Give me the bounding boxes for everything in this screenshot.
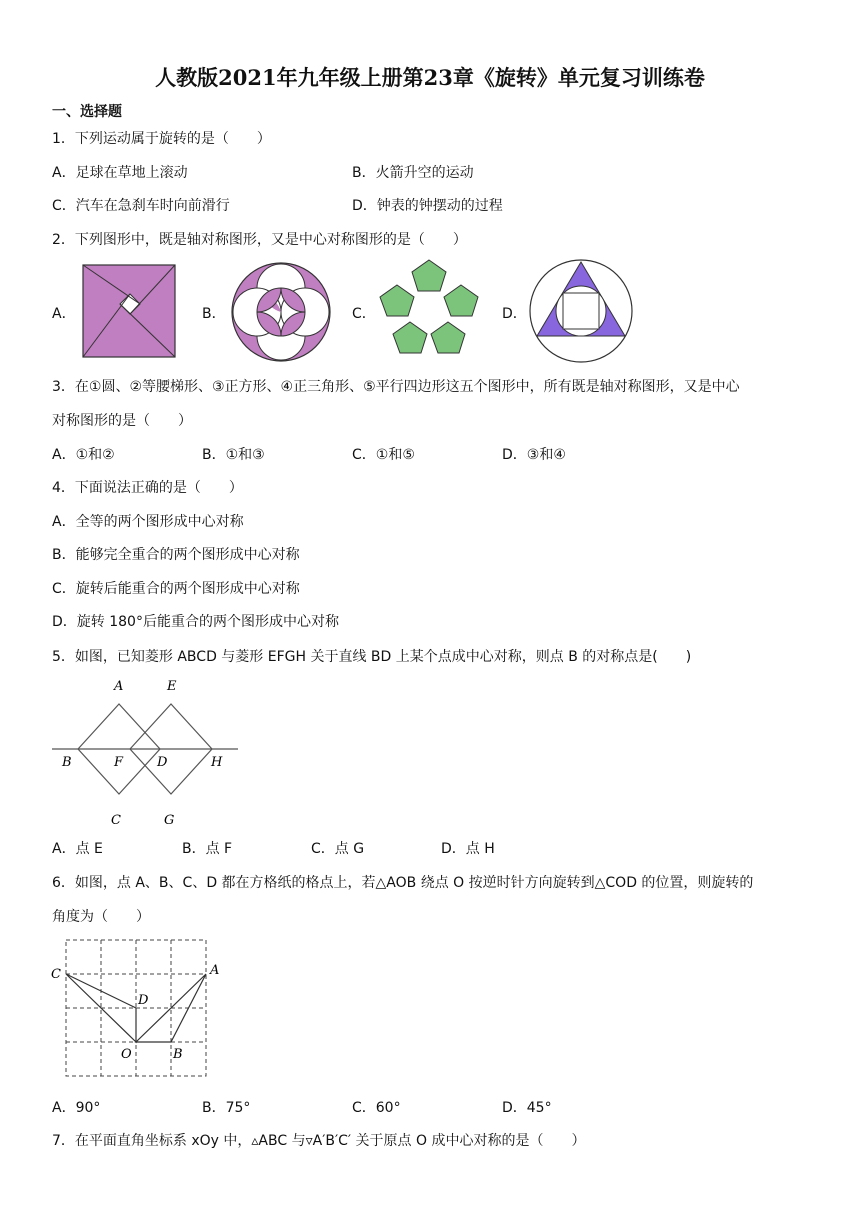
q2-figure-c	[376, 258, 482, 358]
q2-label-b: B．	[202, 306, 226, 322]
q5-label-e: E	[167, 679, 177, 694]
q3-stem-line2: 对称图形的是（ ）	[52, 413, 192, 429]
q2-label-c: C．	[352, 306, 376, 322]
q1-stem: 1．下列运动属于旋转的是（ ）	[52, 131, 271, 147]
q5-label-b: B	[62, 755, 72, 770]
q1-option-b: B．火箭升空的运动	[352, 165, 474, 181]
q2-stem: 2．下列图形中，既是轴对称图形，又是中心对称图形的是（ ）	[52, 232, 467, 248]
q1-option-c: C．汽车在急刹车时向前滑行	[52, 198, 230, 214]
q5-label-h: H	[211, 755, 223, 770]
q2-label-a: A．	[52, 306, 76, 322]
q3-option-c: C．①和⑤	[352, 447, 415, 463]
q6-stem-line2: 角度为（ ）	[52, 909, 150, 925]
q6-option-a: A．90°	[52, 1100, 101, 1116]
q5-option-c: C．点 G	[311, 841, 365, 857]
q6-label-c: C	[51, 967, 61, 982]
q2-figure-d	[528, 259, 634, 363]
q4-option-b: B．能够完全重合的两个图形成中心对称	[52, 547, 300, 563]
q3-option-a: A．①和②	[52, 447, 115, 463]
q7-stem: 7．在平面直角坐标系 xOy 中，▵ABC 与▿A′B′C′ 关于原点 O 成中心对称的是（ ）	[52, 1133, 586, 1149]
q1-option-d: D．钟表的钟摆动的过程	[352, 198, 503, 214]
q6-label-d: D	[138, 993, 149, 1008]
q5-stem: 5．如图，已知菱形 ABCD 与菱形 EFGH 关于直线 BD 上某个点成中心对称，则点 B 的对称点是( )	[52, 649, 692, 665]
q3-stem-line1: 3．在①圆、②等腰梯形、③正方形、④正三角形、⑤平行四边形这五个图形中，所有既是轴对称图形，又是中心	[52, 379, 740, 395]
q4-option-c: C．旋转后能重合的两个图形成中心对称	[52, 581, 300, 597]
q5-label-d: D	[157, 755, 168, 770]
q4-option-a: A．全等的两个图形成中心对称	[52, 514, 244, 530]
q6-stem-line1: 6．如图，点 A、B、C、D 都在方格纸的格点上，若△AOB 绕点 O 按逆时针方向旋转到△COD 的位置，则旋转的	[52, 875, 754, 891]
q5-option-b: B．点 F	[182, 841, 233, 857]
q3-option-b: B．①和③	[202, 447, 265, 463]
q6-label-o: O	[121, 1047, 132, 1062]
q5-label-c: C	[111, 813, 121, 828]
q2-label-d: D．	[502, 306, 527, 322]
q3-option-d: D．③和④	[502, 447, 566, 463]
q4-stem: 4．下面说法正确的是（ ）	[52, 480, 243, 496]
q6-option-d: D．45°	[502, 1100, 552, 1116]
q5-label-f: F	[114, 755, 124, 770]
q6-option-b: B．75°	[202, 1100, 251, 1116]
page-title: 人教版2021年九年级上册第23章《旋转》单元复习训练卷	[155, 65, 705, 90]
q5-figure	[50, 674, 240, 830]
q5-option-d: D．点 H	[441, 841, 495, 857]
q5-label-a: A	[114, 679, 124, 694]
q2-figure-a	[82, 264, 176, 358]
q5-label-g: G	[164, 813, 175, 828]
q4-option-d: D．旋转 180°后能重合的两个图形成中心对称	[52, 614, 339, 630]
q6-figure	[48, 934, 228, 1082]
q1-option-a: A．足球在草地上滚动	[52, 165, 188, 181]
q6-label-b: B	[173, 1047, 183, 1062]
q6-label-a: A	[210, 963, 220, 978]
section-heading: 一、选择题	[52, 104, 122, 120]
q5-option-a: A．点 E	[52, 841, 103, 857]
q2-figure-b	[228, 262, 334, 362]
q6-option-c: C．60°	[352, 1100, 401, 1116]
